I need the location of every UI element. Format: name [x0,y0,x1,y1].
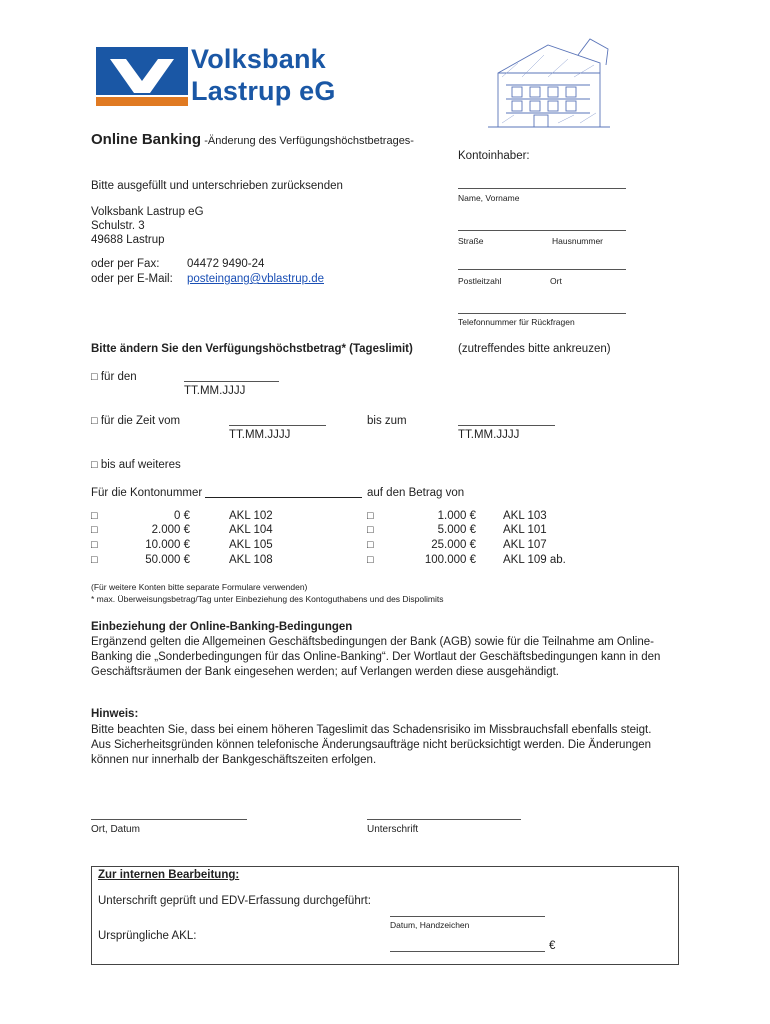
amount-checkbox[interactable]: □ [367,510,374,522]
amount-checkbox[interactable]: □ [367,539,374,551]
akl-code: AKL 103 [503,510,547,522]
city-field-line[interactable] [458,269,626,270]
address-line2: Schulstr. 3 [91,220,145,232]
until-further-checkbox[interactable]: □ [91,459,98,471]
akl-code: AKL 105 [229,539,273,551]
mail-label: oder per E-Mail: [91,273,173,285]
internal-date-label: Datum, Handzeichen [390,920,470,930]
name-field-line[interactable] [458,188,626,189]
account-number-field-line[interactable] [205,497,362,498]
period-to-format: TT.MM.JJJJ [458,429,520,441]
form-title: Online Banking [91,131,202,148]
akl-code: AKL 109 ab. [503,554,566,566]
internal-title: Zur internen Bearbeitung: [98,869,240,881]
period-checkbox[interactable]: □ [91,415,98,427]
amount-value: 50.000 € [145,554,190,566]
amount-checkbox[interactable]: □ [91,524,98,536]
conditions-title: Einbeziehung der Online-Banking-Bedingungen [91,621,353,633]
until-further-label: bis auf weiteres [100,459,181,471]
signature-label: Unterschrift [367,824,419,835]
house-number-label: Hausnummer [552,236,604,246]
period-from-label: für die Zeit vom [100,415,181,427]
logo-line1: Volksbank [191,44,326,74]
street-field-line[interactable] [458,230,626,231]
place-date-field-line[interactable] [91,819,247,820]
for-date-checkbox[interactable]: □ [91,371,98,383]
place-date-label: Ort, Datum [91,824,140,835]
amount-value: 5.000 € [437,524,476,536]
amount-value: 10.000 € [145,539,190,551]
akl-code: AKL 107 [503,539,547,551]
amount-checkbox[interactable]: □ [367,524,374,536]
amount-value: 100.000 € [424,554,476,566]
original-akl-label: Ursprüngliche AKL: [98,930,197,942]
logo-line2: Lastrup eG [191,76,336,106]
amount-checkbox[interactable]: □ [91,554,98,566]
for-date-field-line[interactable] [184,381,279,382]
akl-code: AKL 104 [229,524,273,536]
amount-checkbox[interactable]: □ [91,539,98,551]
period-option[interactable] [91,415,180,427]
phone-field-line[interactable] [458,313,626,314]
form-subtitle: -Änderung des Verfügungshöchstbetrages- [204,135,414,147]
signature-field-line[interactable] [367,819,521,820]
notice-text: Bitte beachten Sie, dass bei einem höheren Tageslimit das Schadensrisiko im Missbrauchsfall ebenfalls steigt. Aus Sicherheitsgründen können telefonische Änderungsaufträge nicht berücksichtigt werden. Die Änderungen können nur innerhalb der Bankgeschäftszeiten erfolgen. [91,724,652,767]
amount-checkbox[interactable]: □ [91,510,98,522]
akl-code: AKL 102 [229,510,273,522]
street-label: Straße [458,236,484,246]
amount-checkbox[interactable]: □ [367,554,374,566]
holder-title: Kontoinhaber: [458,150,530,162]
internal-checked-label: Unterschrift geprüft und EDV-Erfassung durchgeführt: [98,895,371,907]
address-line3: 49688 Lastrup [91,234,165,246]
phone-label: Telefonnummer für Rückfragen [458,317,575,327]
euro-sign: € [549,940,556,952]
original-akl-field-line[interactable] [390,951,545,952]
akl-code: AKL 108 [229,554,273,566]
name-label: Name, Vorname [458,193,520,203]
notice-title: Hinweis: [91,708,139,720]
account-number-label: Für die Kontonummer [91,487,203,499]
zip-label: Postleitzahl [458,276,502,286]
for-date-label: für den [100,371,137,383]
for-date-format: TT.MM.JJJJ [184,385,246,397]
volksbank-logo-icon [96,47,188,107]
conditions-text: Ergänzend gelten die Allgemeinen Geschäftsbedingungen der Bank (AGB) sowie für die Teilnahme am Online-Banking die „Sonderbedingungen für das Online-Banking“. Der Wortlaut der Geschäftsbedingungen kann in den Geschäftsräumen der Bank eingesehen werden; auf Verlangen werden diese ausgehändigt. [91,636,661,679]
limit-hint: (zutreffendes bitte ankreuzen) [458,343,611,355]
period-to-label: bis zum [367,415,407,427]
amount-value: 1.000 € [437,510,476,522]
for-date-option[interactable] [91,371,137,383]
akl-code: AKL 101 [503,524,547,536]
fax-number: 04472 9490-24 [187,258,265,270]
bank-building-sketch [478,35,618,135]
address-line1: Volksbank Lastrup eG [91,206,204,218]
period-from-field-line[interactable] [229,425,326,426]
period-from-format: TT.MM.JJJJ [229,429,291,441]
period-to-field-line[interactable] [458,425,555,426]
amount-value: 2.000 € [151,524,190,536]
limit-title: Bitte ändern Sie den Verfügungshöchstbetrag* (Tageslimit) [91,343,413,355]
amount-value: 25.000 € [431,539,476,551]
internal-date-field-line[interactable] [390,916,545,917]
city-label: Ort [550,276,562,286]
amount-value: 0 € [174,510,190,522]
note-separate-forms: (Für weitere Konten bitte separate Formulare verwenden) [91,582,308,592]
fax-label: oder per Fax: [91,258,160,270]
until-further-option[interactable] [91,459,181,471]
intro-text: Bitte ausgefüllt und unterschrieben zurücksenden [91,180,343,192]
email-link[interactable]: posteingang@vblastrup.de [187,273,324,285]
amount-label: auf den Betrag von [367,487,465,499]
note-footnote: * max. Überweisungsbetrag/Tag unter Einbeziehung des Kontoguthabens und des Dispolimits [91,594,444,604]
form-heading [91,131,414,148]
